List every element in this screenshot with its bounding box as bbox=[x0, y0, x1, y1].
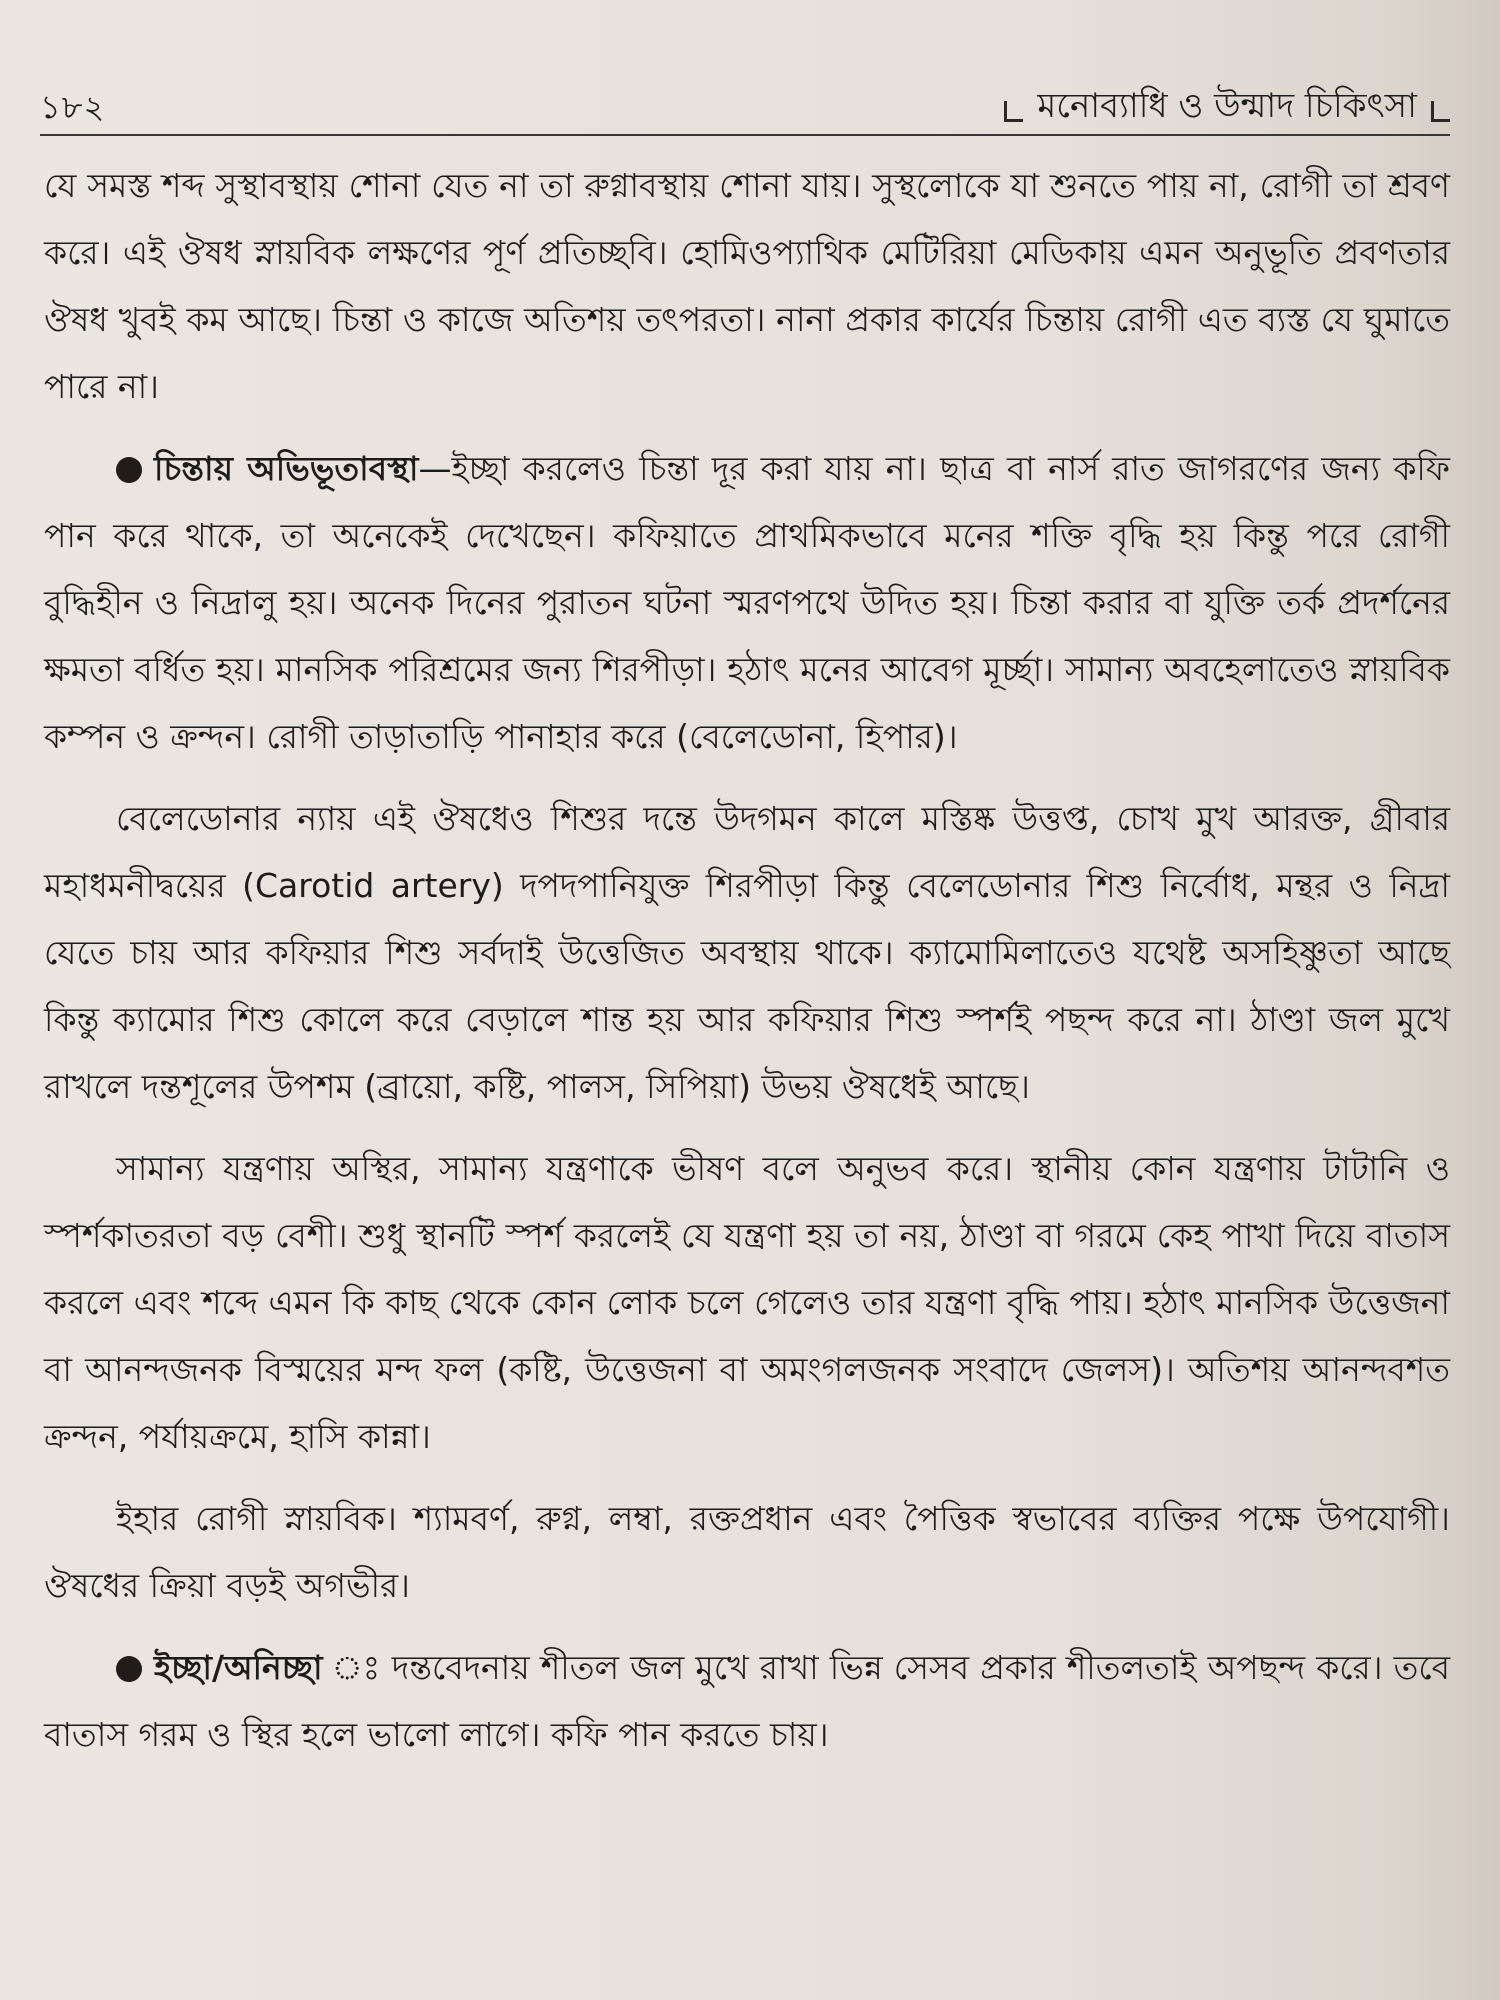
bullet-icon bbox=[116, 1656, 142, 1682]
page-header bbox=[40, 78, 1450, 136]
paragraph-text: সামান্য যন্ত্রণায় অস্থির, সামান্য যন্ত্রণাকে ভীষণ বলে অনুভব করে। স্থানীয় কোন যন্ত্রণায় টাটানি ও স্পর্শকাতরতা বড় বেশী। শুধু স্থানটি স্পর্শ করলেই যে যন্ত্রণা হয় তা নয়, ঠাণ্ডা বা গরমে কেহ পাখা দিয়ে বাতাস করলে এবং শব্দে এমন কি কাছ থেকে কোন লোক চলে গেলেও তার যন্ত্রণা বৃদ্ধি পায়। হঠাৎ মানসিক উত্তেজনা বা আনন্দজনক বিস্ময়ের মন্দ ফল (কষ্টি, উত্তেজনা বা অমংগলজনক সংবাদে জেলস)। অতিশয় আনন্দবশত ক্রন্দন, পর্যায়ক্রমে, হাসি কান্না। bbox=[44, 1149, 1450, 1456]
paragraph-text: বেলেডোনার ন্যায় এই ঔষধেও শিশুর দন্তে উদগমন কালে মস্তিষ্ক উত্তপ্ত, চোখ মুখ আরক্ত, গ্রীবার মহাধমনীদ্বয়ের (Carotid artery) দপদপানিযুক্ত শিরপীড়া কিন্তু বেলেডোনার শিশু নির্বোধ, মন্থর ও নিদ্রা যেতে চায় আর কফিয়ার শিশু সর্বদাই উত্তেজিত অবস্থায় থাকে। ক্যামোমিলাতেও যথেষ্ট অসহিষ্ণুতা আছে কিন্তু ক্যামোর শিশু কোলে করে বেড়ালে শান্ত হয় আর কফিয়ার শিশু স্পর্শই পছন্দ করে না। ঠাণ্ডা জল মুখে রাখলে দন্তশূলের উপশম (ব্রায়ো, কষ্টি, পালস, সিপিয়া) উভয় ঔষধেই আছে। bbox=[44, 799, 1450, 1106]
paragraph-text: —ইচ্ছা করলেও চিন্তা দূর করা যায় না। ছাত্র বা নার্স রাত জাগরণের জন্য কফি পান করে থাকে, তা অনেকেই দেখেছেন। কফিয়াতে প্রাথমিকভাবে মনের শক্তি বৃদ্ধি হয় কিন্তু পরে রোগী বুদ্ধিহীন ও নিদ্রালু হয়। অনেক দিনের পুরাতন ঘটনা স্মরণপথে উদিত হয়। চিন্তা করার বা যুক্তি তর্ক প্রদর্শনের ক্ষমতা বর্ধিত হয়। মানসিক পরিশ্রমের জন্য শিরপীড়া। হঠাৎ মনের আবেগ মূর্চ্ছা। সামান্য অবহেলাতেও স্নায়বিক কম্পন ও ক্রন্দন। রোগী তাড়াতাড়ি পানাহার করে (বেলেডোনা, হিপার)। bbox=[44, 449, 1450, 756]
paragraph bbox=[44, 435, 1450, 770]
corner-mark-icon bbox=[1431, 101, 1450, 122]
paragraph bbox=[44, 1135, 1450, 1470]
paragraph-text: যে সমস্ত শব্দ সুস্থাবস্থায় শোনা যেত না তা রুগ্নাবস্থায় শোনা যায়। সুস্থলোকে যা শুনতে পায় না, রোগী তা শ্রবণ করে। এই ঔষধ স্নায়বিক লক্ষণের পূর্ণ প্রতিচ্ছবি। হোমিওপ্যাথিক মেটিরিয়া মেডিকায় এমন অনুভূতি প্রবণতার ঔষধ খুবই কম আছে। চিন্তা ও কাজে অতিশয় তৎপরতা। নানা প্রকার কার্যের চিন্তায় রোগী এত ব্যস্ত যে ঘুমাতে পারে না। bbox=[44, 166, 1450, 406]
page-number: ১৮২ bbox=[40, 88, 106, 126]
body-text bbox=[44, 152, 1450, 1783]
paragraph bbox=[44, 1634, 1450, 1768]
paragraph-heading: ইচ্ছা/অনিচ্ছা bbox=[154, 1648, 323, 1687]
corner-mark-icon bbox=[1004, 101, 1023, 122]
paragraph bbox=[44, 152, 1450, 420]
paragraph bbox=[44, 785, 1450, 1120]
paragraph bbox=[44, 1485, 1450, 1619]
running-title: মনোব্যাধি ও উন্মাদ চিকিৎসা bbox=[1037, 86, 1417, 126]
paragraph-text: ইহার রোগী স্নায়বিক। শ্যামবর্ণ, রুগ্ন, লম্বা, রক্তপ্রধান এবং পৈত্তিক স্বভাবের ব্যক্তির পক্ষে উপযোগী। ঔষধের ক্রিয়া বড়ই অগভীর। bbox=[44, 1499, 1450, 1605]
paragraph-heading: চিন্তায় অভিভূতাবস্থা bbox=[154, 449, 419, 488]
bullet-icon bbox=[116, 457, 142, 483]
running-head bbox=[1004, 80, 1450, 137]
paragraph-text: ঃ দন্তবেদনায় শীতল জল মুখে রাখা ভিন্ন সেসব প্রকার শীতলতাই অপছন্দ করে। তবে বাতাস গরম ও স্থির হলে ভালো লাগে। কফি পান করতে চায়। bbox=[44, 1648, 1450, 1754]
